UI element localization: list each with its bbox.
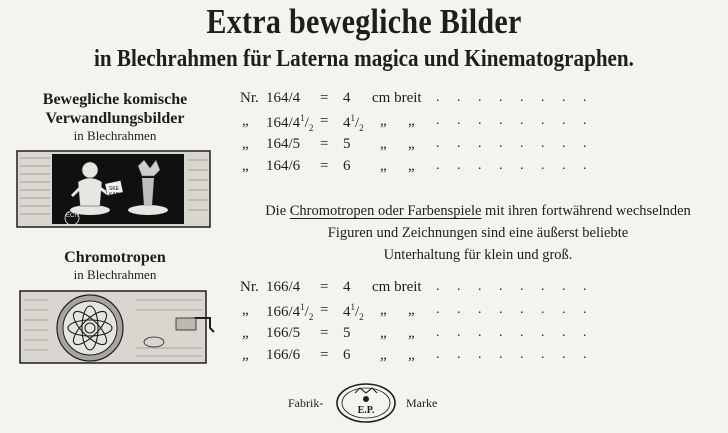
section2-heading: Chromotropen [64,249,166,266]
description-line2: Figuren und Zeichnungen sind eine äußerst beliebte [327,225,629,241]
row-ditto2: „ [408,347,415,363]
row-number: 166/6 [266,347,301,363]
row-dots: . . . . . . . . [436,90,594,105]
row-equals: = [320,113,329,129]
row-number: $166/4^1/_2$ [266,302,314,322]
row-equals: = [320,136,329,152]
trademark-logo-text: E.P. [357,405,375,416]
row-width: 4 [343,279,351,295]
trademark-left-label: Fabrik- [288,396,324,410]
row-ditto2: „ [408,113,415,129]
chromotrope-slide-illustration [18,288,218,368]
page-subtitle: in Blechrahmen für Laterna magica und Kinematographen. [94,46,634,72]
row-number: 164/6 [266,158,301,174]
row-number: 164/4 [266,90,301,106]
row-ditto2: „ [408,302,415,318]
trademark-right-label: Marke [406,396,438,410]
row-width: $4^1/_2$ [343,302,364,322]
row-dots: . . . . . . . . [436,113,594,128]
row-equals: = [320,90,329,106]
row-prefix: „ [242,158,249,174]
row-prefix: „ [242,136,249,152]
trademark-logo-icon [335,382,397,424]
row-prefix: „ [242,347,249,363]
row-equals: = [320,279,329,295]
chromotrope-description [236,200,720,266]
row-width: 4 [343,90,351,106]
row-prefix: Nr. [240,279,259,295]
row-width: 5 [343,325,351,341]
moving-picture-slide-illustration [16,148,212,230]
row-equals: = [320,158,329,174]
slide-label-ech: ECH [66,213,79,219]
row-prefix: „ [242,302,249,318]
row-width: 6 [343,347,351,363]
row-ditto1: „ [380,158,387,174]
row-ditto1: „ [380,113,387,129]
underlined-term: Chromotropen oder Farbenspiele [289,203,482,219]
section2-caption [14,248,216,283]
row-number: $164/4^1/_2$ [266,113,314,133]
row-ditto1: „ [380,347,387,363]
description-line1: Die Chromotropen oder Farbenspiele mit ihren fortwährend wechselnden [265,203,691,219]
section2-sub: in Blechrahmen [73,267,157,282]
row-dots: . . . . . . . . [436,136,594,151]
slide-label-kap: KAP [109,192,120,198]
row-equals: = [320,347,329,363]
row-ditto1: „ [380,325,387,341]
section1-sub: in Blechrahmen [73,128,157,143]
row-prefix: Nr. [240,90,259,106]
row-prefix: „ [242,113,249,129]
row-ditto1: „ [380,136,387,152]
row-dots: . . . . . . . . [436,158,594,173]
section1-heading-line1: Bewegliche komische [42,91,188,108]
row-number: 164/5 [266,136,301,152]
row-number: 166/4 [266,279,301,295]
section1-heading-line2: Verwandlungsbilder [45,110,185,127]
row-number: 166/5 [266,325,301,341]
slide-label-ske: SKE [109,186,120,192]
row-ditto1: „ [380,302,387,318]
row-equals: = [320,325,329,341]
row-ditto2: „ [408,325,415,341]
row-prefix: „ [242,325,249,341]
row-unit: cm breit [372,279,422,295]
row-dots: . . . . . . . . [436,279,594,294]
row-width: 6 [343,158,351,174]
row-ditto2: „ [408,158,415,174]
row-dots: . . . . . . . . [436,302,594,317]
row-equals: = [320,302,329,318]
row-dots: . . . . . . . . [436,325,594,340]
page-title: Extra bewegliche Bilder [206,2,522,41]
description-line3: Unterhaltung für klein und groß. [383,247,573,263]
row-width: 5 [343,136,351,152]
section1-caption [14,90,216,144]
row-ditto2: „ [408,136,415,152]
row-dots: . . . . . . . . [436,347,594,362]
row-width: $4^1/_2$ [343,113,364,133]
row-unit: cm breit [372,90,422,106]
